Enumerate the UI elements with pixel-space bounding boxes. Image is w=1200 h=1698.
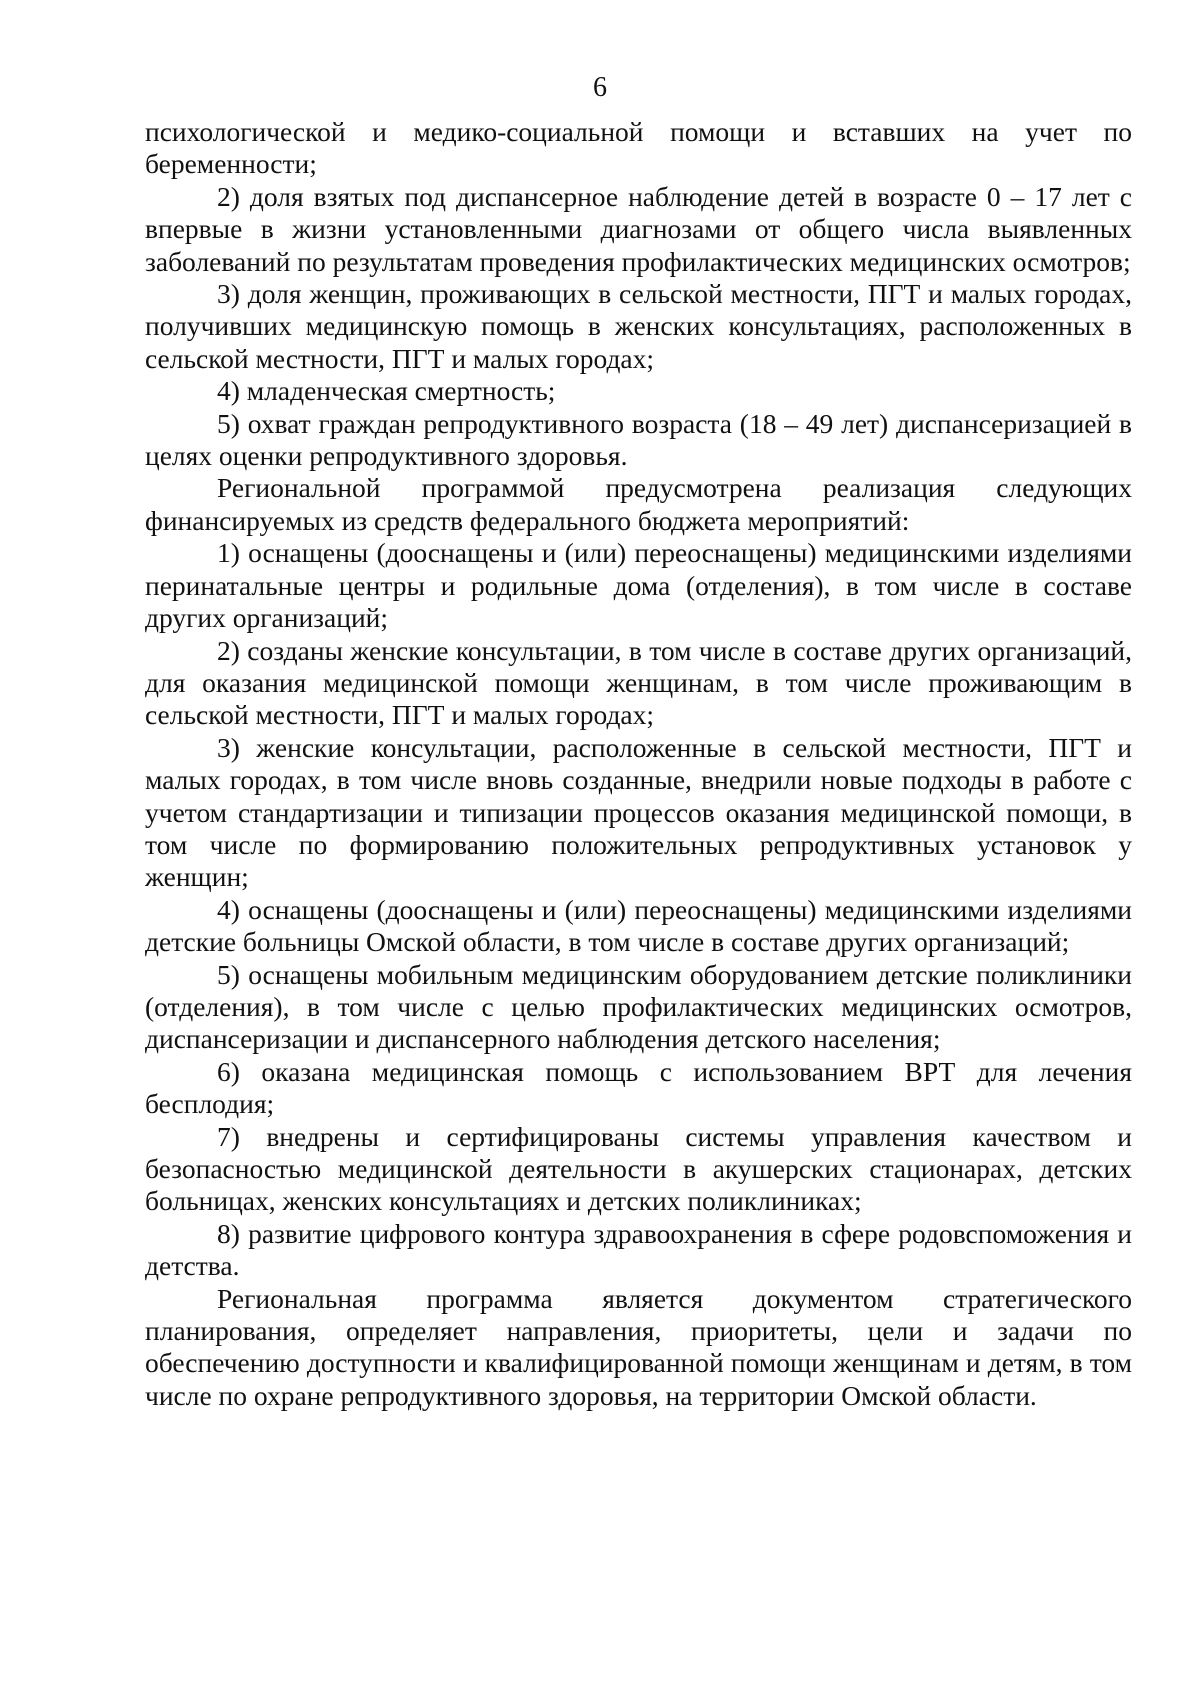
paragraph-measure-5: 5) оснащены мобильным медицинским оборудованием детские поликлиники (отделения), в том числе с целью профилактических медицинских осмотров, диспансеризации и диспансерного наблюдения детского населения; — [145, 958, 1132, 1055]
paragraph-measure-4: 4) оснащены (дооснащены и (или) переоснащены) медицинскими изделиями детские больницы Омской области, в том числе в составе других организаций; — [145, 893, 1132, 958]
page-number: 6 — [593, 72, 607, 103]
paragraph-intro-continuation: психологической и медико-социальной помощи и вставших на учет по беременности; — [145, 116, 1132, 180]
paragraph-measures-intro: Региональной программой предусмотрена реализация следующих финансируемых из средств федерального бюджета мероприятий: — [145, 472, 1132, 536]
paragraph-measure-2: 2) созданы женские консультации, в том числе в составе других организаций, для оказания медицинской помощи женщинам, в том числе проживающим в сельской местности, ПГТ и малых городах; — [145, 634, 1132, 731]
paragraph-measure-6: 6) оказана медицинская помощь с использованием ВРТ для лечения бесплодия; — [145, 1055, 1132, 1120]
paragraph-program-summary: Региональная программа является документом стратегического планирования, определяет направления, приоритеты, цели и задачи по обеспечению доступности и квалифицированной помощи женщинам и детям, в том числе по охране репродуктивного здоровья, на территории Омской области. — [145, 1282, 1132, 1411]
paragraph-indicator-5: 5) охват граждан репродуктивного возраста (18 – 49 лет) диспансеризацией в целях оценки репродуктивного здоровья. — [145, 407, 1132, 472]
paragraph-indicator-3: 3) доля женщин, проживающих в сельской местности, ПГТ и малых городах, получивших медицинскую помощь в женских консультациях, расположенных в сельской местности, ПГТ и малых городах; — [145, 278, 1132, 374]
paragraph-indicator-4: 4) младенческая смертность; — [217, 375, 556, 407]
paragraph-indicator-2: 2) доля взятых под диспансерное наблюдение детей в возрасте 0 – 17 лет с впервые в жизни установленными диагнозами от общего числа выявленных заболеваний по результатам проведения профилактических медицинских осмотров; — [145, 180, 1132, 277]
paragraph-measure-8: 8) развитие цифрового контура здравоохранения в сфере родовспоможения и детства. — [145, 1217, 1132, 1282]
paragraph-measure-3: 3) женские консультации, расположенные в сельской местности, ПГТ и малых городах, в том числе вновь созданные, внедрили новые подходы в работе с учетом стандартизации и типизации процессов оказания медицинской помощи, в том числе по формированию положительных репродуктивных установок у женщин; — [145, 731, 1132, 893]
document-body — [145, 116, 1132, 1412]
paragraph-measure-1: 1) оснащены (дооснащены и (или) переоснащены) медицинскими изделиями перинатальные центры и родильные дома (отделения), в том числе в составе других организаций; — [145, 537, 1132, 634]
paragraph-measure-7: 7) внедрены и сертифицированы системы управления качеством и безопасностью медицинской деятельности в акушерских стационарах, детских больницах, женских консультациях и детских поликлиниках; — [145, 1120, 1132, 1217]
